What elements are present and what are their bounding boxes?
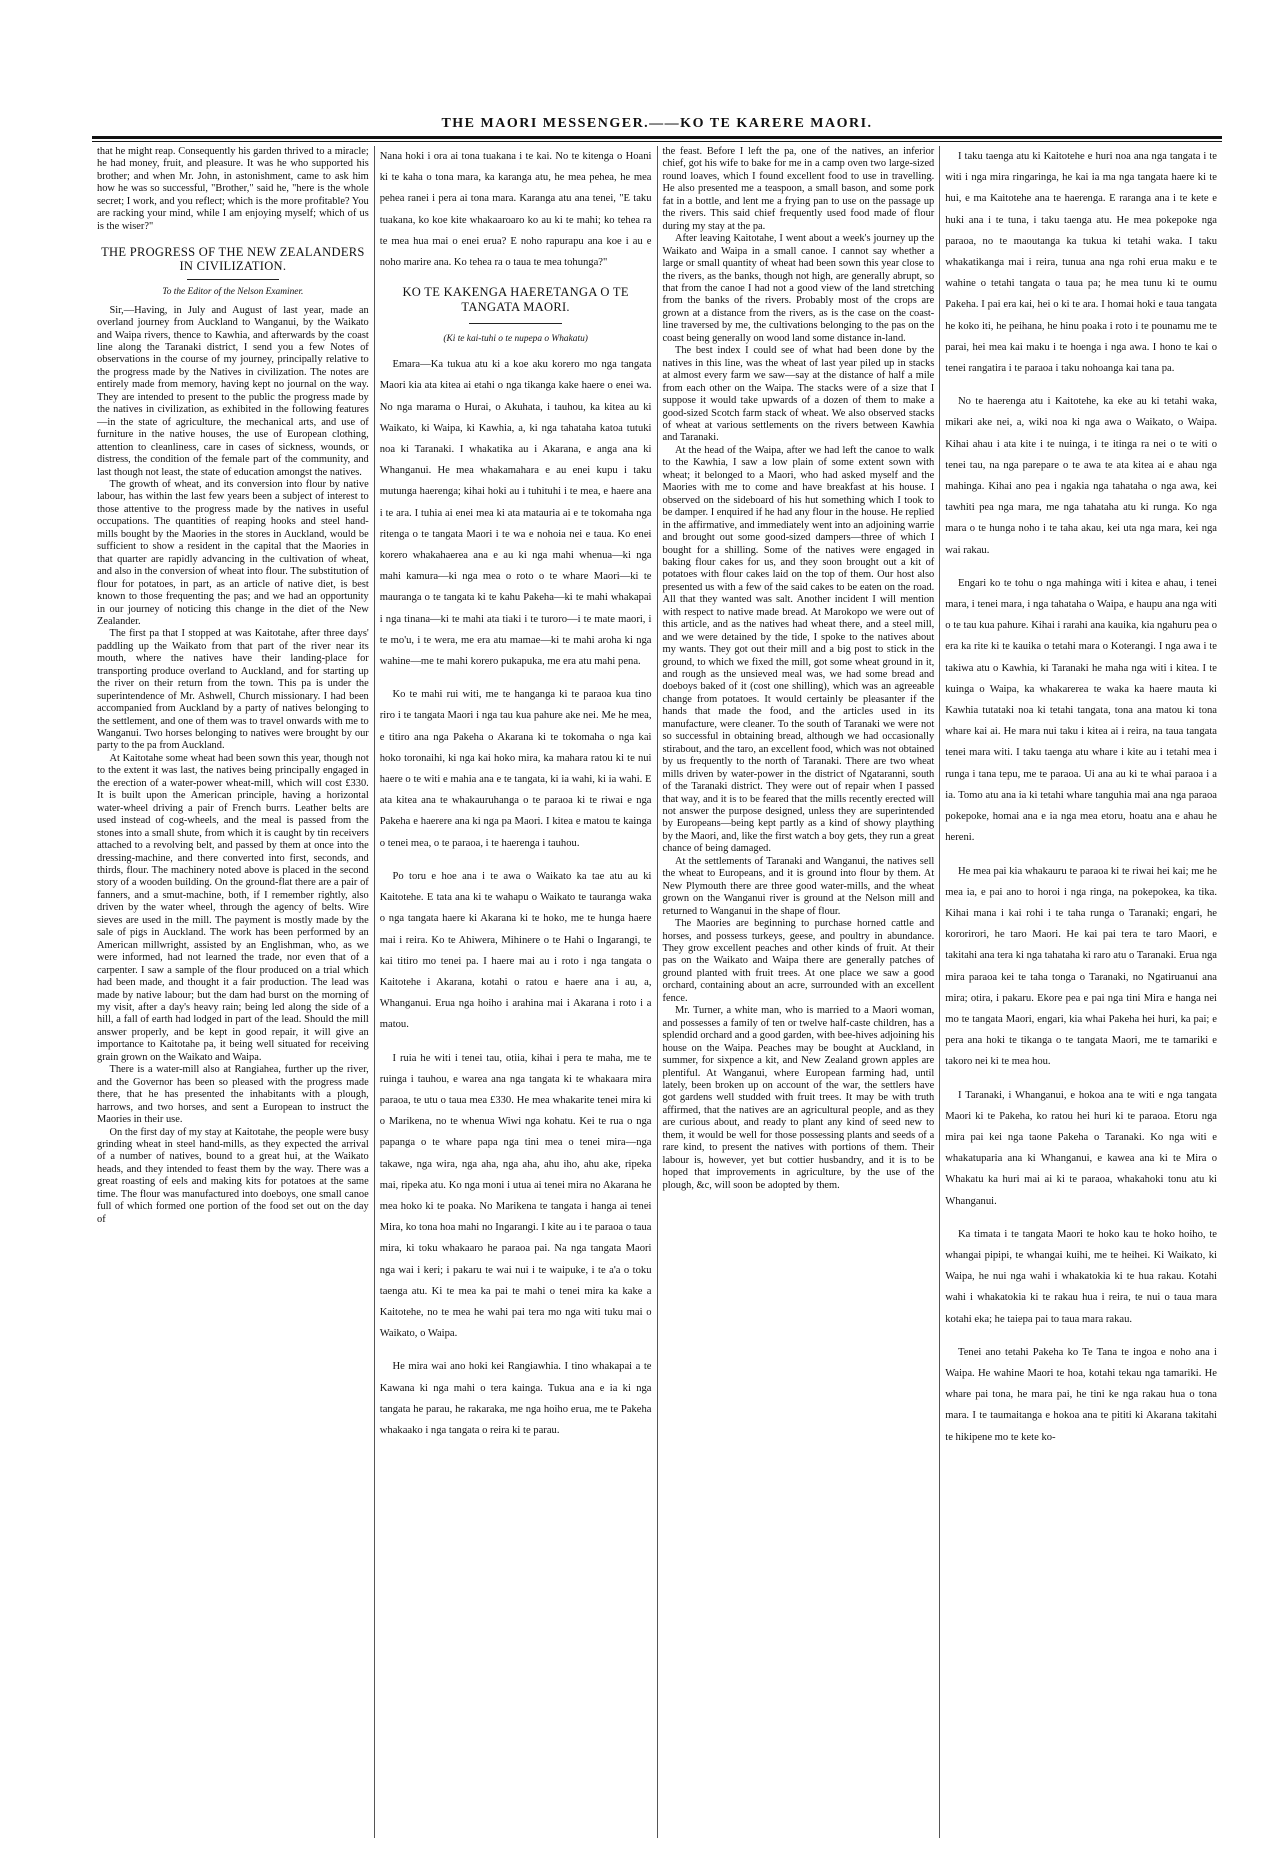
paragraph: Tenei ano tetahi Pakeha ko Te Tana te ingoa e noho ana i Waipa. He wahine Maori te hoa, kotahi tekau nga tamariki. He whare pai tona, he mara pai, he tini ke nga rakau hua o tona mara. I te taumaitanga e hokoa ana te pititi ki Akarana takitahi te hikipene mo te kete ko- — [945, 1346, 1217, 1443]
column-3-english — [657, 146, 940, 1838]
header-rule — [92, 136, 1222, 142]
paragraph: At Kaitotahe some wheat had been sown this year, though not to the extent it was last, the natives being principally engaged in the erection of a water-power wheat-mill, which will cost £330. It is built upon the American principle, having a horizontal water-wheel driving a pair of French burrs. Leather belts are used instead of cog-wheels, and the meal is passed from the stones into a small shute, from which it is caught by tin receivers attached to a revolving belt, and passed by them at once into the dressing-machine, and there converted into first, seconds, and thirds, flour. The machinery noted above is placed in the second story of a wooden building. On the ground-flat there are a pair of fanners, and a smut-machine, both, if I remember rightly, also driven by the water wheel, through the agency of belts. Wire sieves are used in the mill. The payment is mostly made by the sale of pigs in Auckland. The work has been performed by an American millwright, assisted by an Englishman, who, as we were informed, had not learned the trade, nor even that of a carpenter. I saw a sample of the flour produced on a trial which had been made, and thought it a fair production. The lead was made by native labour; but the dam had burst on the morning of my visit, after a day's heavy rain; being led along the side of a hill, a fall of earth had lodged in part of the lead. Should the mill answer properly, and be kept in good repair, it will give an importance to Kaitotahe pa, it being well situated for receiving grain grown on the Waikato and Waipa. — [97, 752, 369, 1063]
paragraph: Nana hoki i ora ai tona tuakana i te kai. No te kitenga o Hoani ki te kaha o tona mara, ka karanga atu, he mea pehea, he mea pehea ranei i pera ai tona mara. Karanga atu ana tenei, "E taku tuakana, ko koe kite whakaaroaro ko au ki te mahi; ko tehea ra te mea hua mai o enei erua? E noho rapurapu ana koe i au e noho marire ana. Ko tehea ra o taua te mea tohunga?" — [379, 151, 652, 269]
paragraph: He mira wai ano hoki kei Rangiawhia. I tino whakapai a te Kawana ki nga mahi o tera kainga. Tukua ana e ia ki nga tangata he parau, he rakaraka, me nga hoiho erua, me te Pakeha whakaako i nga tangata o reira ki te parau. — [379, 1361, 652, 1436]
paragraph: Sir,—Having, in July and August of last year, made an overland journey from Auckland to Wanganui, by the Waikato and Waipa rivers, thence to Kawhia, and afterwards by the coast line along the Taranaki district, I send you a few Notes of observations in the course of my journey, principally relative to the progress made by the Natives in civilization. The notes are entirely made from memory, having kept no journal on the way. They are intended to present to the public the progress made by the natives in civilization, as exhibited in the following features—in the state of agriculture, the mechanical arts, and use of furniture in the native houses, the use of European clothing, attention to cleanliness, care in cases of sickness, wounds, or distress, the condition of the female part of the community, and last though not least, the state of education amongst the natives. — [97, 304, 369, 478]
paragraph: that he might reap. Consequently his garden thrived to a miracle; he had money, fruit, and pleasure. It was he who supported his brother; and when Mr. John, in astonishment, came to ask him how he was so successful, "Brother," said he, "here is the whole secret; I work, and you reflect; which is the more profitable? You are racking your mind, while I am enjoying myself; which of us is the wiser?" — [97, 146, 369, 232]
paragraph: the feast. Before I left the pa, one of the natives, an inferior chief, got his wife to bake for me in a camp oven two large-sized round loaves, which I found excellent food to use in travelling. He also presented me a teaspoon, a small bason, and some pork fat in a bottle, and lent me a frying pan to use on the passage up the rivers. This said chief frequently used food made of flour during my stay at the pa. — [662, 146, 935, 232]
paragraph: There is a water-mill also at Rangiahea, further up the river, and the Governor has been so pleased with the progress made there, that he has presented the inhabitants with a plough, harrows, and two horses, and sent a European to instruct the Maories in their use. — [97, 1064, 369, 1126]
page-header: THE MAORI MESSENGER.——KO TE KARERE MAORI. — [441, 116, 873, 131]
columns — [92, 146, 1222, 1838]
paragraph: At the head of the Waipa, after we had left the canoe to walk to the Kawhia, I saw a low plain of some extent sown with wheat; it belonged to a Maori, who had asked myself and the Maories with me to come and have breakfast at his house. I observed on the sideboard of his hut something which I took to be damper. I enquired if he had any flour in the house. He replied in the affirmative, and immediately went into an adjoining warrie and brought out some good-sized dampers—three of which I bought for a shilling. Some of the natives were engaged in baking flour cakes for us, and they soon brought out a kit of potatoes with flour cakes laid on the top of them. Our host also presented us with a few of the said cakes to be eaten on the road. All that they wanted was salt. Another incident I will mention with respect to native made bread. At Marokopo we were out of this article, and as the natives had wheat there, and a steel mill, and we were detained by the tide, I spoke to the natives about my wants. They got out their mill and a big post to stick in the ground, to which we fixed the mill, got some wheat ground in it, and rough as the unsieved meal was, we had some bread and doeboys baked of it (cost one shilling), which was an agreeable change from potatoes. It would certainly be pleasanter if the hands that made the food, and the articles used in its manufacture, were cleaner. To the south of Taranaki we were not so successful in obtaining bread, although we had occasionally stirabout, and the taro, an excellent food, which was not obtained by us frequently to the north of Taranaki. There are two wheat mills driven by water-power in the district of Ngataranni, south of the Taranaki district. They were out of repair when I passed that way, and it is to be feared that the mills recently erected will not answer the purpose designed, unless they are superintended by Europeans—being kept partly as a kind of showy plaything by the Maori, and, like the first watch a boy gets, they run a great chance of being damaged. — [662, 444, 935, 855]
paragraph: Emara—Ka tukua atu ki a koe aku korero mo nga tangata Maori kia ata kitea ai etahi o nga tikanga kake haere o enei wa. No nga marama o Hurai, o Akuhata, i tauhou, ka kitea au ki Waikato, ki Waipa, ki Kawhia, a, ki nga tahataha katoa tutuki noa ki Taranaki. I whakatika au i Akarana, e anga ana ki Whanganui. He mea whakamahara e au enei kupu i taku mutunga haerenga; kihai hoki au i tuhituhi i te mea, e haere ana i te ara. I tuhia ai enei mea ki ata matauria ai e te tokomaha nga ritenga o te tangata Maori i te wa e nohoia nei e taua. Ko enei korero whakahaerea ana e au ki nga mahi whenua—ki nga mahi kamura—ki nga mea o roto o te whare Maori—ki te mauranga o te tangata ki te kahu Pakeha—ki te mahi whakapai i nga tinana—ki te mahi ata tiaki i te turoro—i te mate maori, i te mo'u, i te wera, me era atu mamae—ki te mahi aroha ki nga wahine—me te mahi korero pukapuka, me era atu mahi pena. — [379, 359, 652, 668]
paragraph: The growth of wheat, and its conversion into flour by native labour, has within the last few years been a subject of interest to those attentive to the progress made by the natives in useful occupations. The quantities of reaping hooks and steel hand-mills bought by the Maories in the stores in Auckland, would be sufficient to show a resident in the capital that the Maories in that quarter are rapidly advancing in the cultivation of wheat, and also in the conversion of wheat into flour. The substitution of flour for potatoes, in part, as an article of native diet, is best known to those frequenting the pas; and we had an opportunity in our journey of noticing this change in the diet of the New Zealander. — [97, 478, 369, 627]
article-title: KO TE KAKENGA HAERETANGA O TE TANGATA MAORI. — [402, 285, 629, 315]
paragraph: I ruia he witi i tenei tau, otiia, kihai i pera te maha, me te ruinga i tauhou, e warea ana nga tangata ki te whakaara mira paraoa, te utu o taua mea £330. He mea whakarite tenei mira ki o Marikena, no te whenua Wiwi nga kohatu. Kei te rua o nga papanga o te whare papa nga tini mea o tenei mira—nga takawe, nga wira, nga aha, nga aha, ahu iho, ahu ake, ripeka mai, ripeka atu. Ko nga moni i utua ai tenei mira no Akarana he mea hoko ki te poaka. No Marikena te tangata i hanga ai tenei Mira, ko tona hoa mahi no Ingarangi. I kite au i te paraoa o taua mira, ki toku whakaaro he paraoa pai. Na nga tangata Maori nga wai i keri; i pakaru te wai nui i te waipuke, i te a'a o toku taenga atu. Ki te mea ka pai te mahi o tenei mira ka kake a Kaitotehe, no te mea he wahi pai tera mo nga witi tuku mai o Waikato, o Waipa. — [379, 1052, 652, 1340]
paragraph: The first pa that I stopped at was Kaitotahe, after three days' paddling up the Waikato from that part of the river near its mouth, where the natives have their landing-place for transporting produce overland to Auckland, and for starting up the river on their return from the town. This pa is under the superintendence of Mr. Ashwell, Church missionary. I had been accompanied from Auckland by a party of natives belonging to the settlement, and one of them was to travel onwards with me to Wanganui. Two horses belonging to natives were brought by our party to the pa from Auckland. — [97, 628, 369, 752]
article-subtitle: To the Editor of the Nelson Examiner. — [162, 287, 304, 298]
paragraph: No te haerenga atu i Kaitotehe, ka eke au ki tetahi waka, mikari ake nei, a, wiki noa ki nga awa o Waikato, o Waipa. Kihai ahau i ata kite i te nuinga, i te itinga ra nei o te witi o tenei tau, na nga parepare o te awa te ata kitea ai e ahau nga mahinga. Kihai ano pea i ngakia nga tahataha o nga awa, kei tawhiti pea nga mara, me nga tahataha atu ki runga. Ko nga mara o te hunga noho i te taha akau, kei uta nga mara, kei nga wai rakau. — [945, 396, 1217, 556]
paragraph: After leaving Kaitotahe, I went about a week's journey up the Waikato and Waipa in a small canoe. I cannot say whether a large or small quantity of wheat had been sown this year close to the rivers, as the banks, though not high, are generally abrupt, so that from the canoe I had not a good view of the land stretching from the banks of the rivers. Probably most of the crops are grown at a distance from the rivers, as is the case on the coast-line traversed by me, the cultivations belonging to the pas on the coast being generally on wood land some distance in-land. — [662, 233, 935, 344]
paragraph: Ka timata i te tangata Maori te hoko kau te hoko hoiho, te whangai pipipi, te whangai kuihi, me te heihei. Ki Waikato, ki Waipa, he nui nga wahi i whakatokia ki te hua rakau. Kotahi wahi i whakatokia ki te rakau hua i reira, te nui o taua mara kotahi eka; he taiepa pai to taua mara rakau. — [945, 1228, 1217, 1325]
column-4-maori — [939, 146, 1222, 1838]
paragraph: The Maories are beginning to purchase horned cattle and horses, and possess turkeys, geese, and poultry in abundance. They grow excellent peaches and other kinds of fruit. At their pas on the Waikato and Waipa there are generally patches of ground planted with fruit trees. At one place we saw a good orchard, containing about an acre, surrounded with an excellent fence. — [662, 918, 935, 1004]
paragraph: Ko te mahi rui witi, me te hanganga ki te paraoa kua tino riro i te tangata Maori i nga tau kua pahure ake nei. Me he mea, e titiro ana nga Pakeha o Akarana ki te tokomaha o nga kai hoko toronaihi, ki nga kai hoko mira, ka mahara ratou ki te nui haere o te witi e mahia ana e te tangata, ki ia wahi, ki ia wahi. E ata kitea ana te whakauruhanga o te paraoa ki te riwai e nga Pakeha e haerere ana ki nga pa Maori. I kitea e matou te kainga o tenei mea, o te paraoa, i te haerenga i tauhou. — [379, 689, 652, 849]
paragraph: On the first day of my stay at Kaitotahe, the people were busy grinding wheat in steel hand-mills, as they expected the arrival of a number of natives, bound to a great hui, at the Waikato heads, and they intended to feast them by the way. There was a great roasting of eels and making kits for potatoes at the same time. The flour was manufactured into doeboys, one small canoe full of which formed one portion of the food set out on the day of — [97, 1126, 369, 1225]
article-title: THE PROGRESS OF THE NEW ZEALANDERS IN CIVILIZATION. — [101, 245, 365, 274]
paragraph: Po toru e hoe ana i te awa o Waikato ka tae atu au ki Kaitotehe. E tata ana ki te wahapu o Waikato te tauranga waka o nga tangata haere ki Akarana ki te hoko, me te hunga haere mai i reira. Ko te Ahiwera, Mihinere o te Hahi o Ingarangi, te kai titiro mo tenei pa. I haere mai au i roto i nga tangata o Kaitotehe i Akarana, kotahi o ratou e haere ana i au, a, Whanganui. Erua nga hoiho i arahina mai i Akarana i roto i a matou. — [379, 870, 652, 1031]
paragraph: He mea pai kia whakauru te paraoa ki te riwai hei kai; me he mea ia, e pai ano to horoi i nga ringa, na pokepokea, ka tika. Kihai mana i kai rohi i te taha runga o Taranaki; engari, he kororirori, he taro Maori. He kai pai tera te taro Maori, e takitahi ana tera ki nga tahataha ki raro atu o Taranaki. Erua nga mira paraoa kei te taha tonga o Taranaki, no Ngatiruanui ana mira; otira, i pakaru. Ekore pea e pai nga tini Mira e hanga nei mo te tangata Maori, engari, kia whai Pakeha hei huri, ka pai; e pera ana hoki te tikanga o te tangata Maori, me te tamariki e takoro nei ki te mea hou. — [945, 865, 1217, 1068]
column-1-english — [92, 146, 374, 1838]
paragraph: Engari ko te tohu o nga mahinga witi i kitea e ahau, i tenei mara, i tenei mara, i nga tahataha o Waipa, e haupu ana nga witi o te tau kua pahure. Kihai i rarahi ana kauika, kia ngahuru pea o era ka rite ki te kauika o tetahi mara o Koterangi. I nga awa i te takiwa atu o Kawhia, ki Taranaki he maha nga witi i kitea. I te kuinga o Waipa, ka whakarerea te waka ka haere mauta ki Kawhia tutataki noa ki tetahi tangata, tona ana matou ki tona whare kai ai. He mara nui taku i kitea ai i reira, na taua tangata tenei mara witi. I taku taenga atu whare i kite au i tetahi mea i runga i tana tepu, me te paraoa. Ui ana au ki te whai paraoa i a ia. Tomo atu ana ia ki tetahi whare tanguhia mai ana nga paraoa pokepoke, homai ana e ia nga mea etoru, hoatu ana e ahau he hereni. — [945, 577, 1217, 844]
divider — [469, 323, 561, 324]
paragraph: At the settlements of Taranaki and Wanganui, the natives sell the wheat to Europeans, and it is ground into flour by them. At New Plymouth there are three good water-mills, and the wheat grown on the Wanganui river is ground at the Nelson mill and returned to Wanganui in the shape of flour. — [662, 855, 935, 917]
article-subtitle: (Ki te kai-tuhi o te nupepa o Whakatu) — [443, 334, 588, 345]
paragraph: Mr. Turner, a white man, who is married to a Maori woman, and possesses a family of ten or twelve half-caste children, has a splendid orchard and a good garden, with bee-hives adjoining his house on the Waipa. Peaches may be bought at Auckland, in summer, for sixpence a kit, and New Zealand grown apples are plentiful. At Wanganui, where European farming had, until lately, been broken up on account of the war, the settlers have got gardens well studded with fruit trees. It may be with truth affirmed, that the natives are an agricultural people, and as they are curious about, and ready to plant any kind of seed new to them, it would be well for those possessing plants and seeds of a rare kind, to present the natives with portions of them. Their labour is, however, yet but cottier husbandry, and it is to be hoped that improvements in agriculture, by the use of the plough, &c, will soon be adopted by them. — [662, 1005, 935, 1191]
column-2-maori — [374, 146, 657, 1838]
paragraph: I Taranaki, i Whanganui, e hokoa ana te witi e nga tangata Maori ki te Pakeha, ko ratou hei huri ki te paraoa. Etoru nga mira pai kei nga taone Pakeha o Taranaki. Ko nga witi e whakatuparia ana ki Whanganui, e kawea ana ki te Mira o Whakatu ka huri mai ai ki te paraoa, whakahoki tonu atu ki Whanganui. — [945, 1089, 1217, 1207]
paragraph: I taku taenga atu ki Kaitotehe e huri noa ana nga tangata i te witi i nga mira ringaringa, he kai ia ma nga tangata haere ki te hui, e ma Kaitotehe ana te haerenga. E raranga ana i te kete e huki ana i te tuna, i taku taenga atu. He mea pokepoke nga paraoa, no te maoutanga ka tukua ki tetahi waka. I taku whakatikanga mai i reira, tunua ana nga rohi erua maku e te wahine o tetahi tangata o taua pa; he mea tunu ki te oumu Pakeha. I pai era kai, hei o ki te ara. I homai hoki e taua tangata he koko iti, he peihana, he hinu poaka i roto i te pounamu me te parai, hei mea kai maku i te hoenga i nga awa. I hono te kai o tenei rangatira i te paraoa i taku nohoanga kai tana pa. — [945, 151, 1217, 375]
paragraph: The best index I could see of what had been done by the natives in this line, was the wheat of last year piled up in stacks at almost every farm we saw—say at the distance of half a mile from each other on the Waipa. The stacks were of a size that I suppose it would take upwards of a dozen of them to make a good-sized Scotch farm stack of wheat. We also observed stacks of wheat at various settlements on the rivers between Kawhia and Taranaki. — [662, 345, 935, 444]
divider — [187, 279, 279, 280]
